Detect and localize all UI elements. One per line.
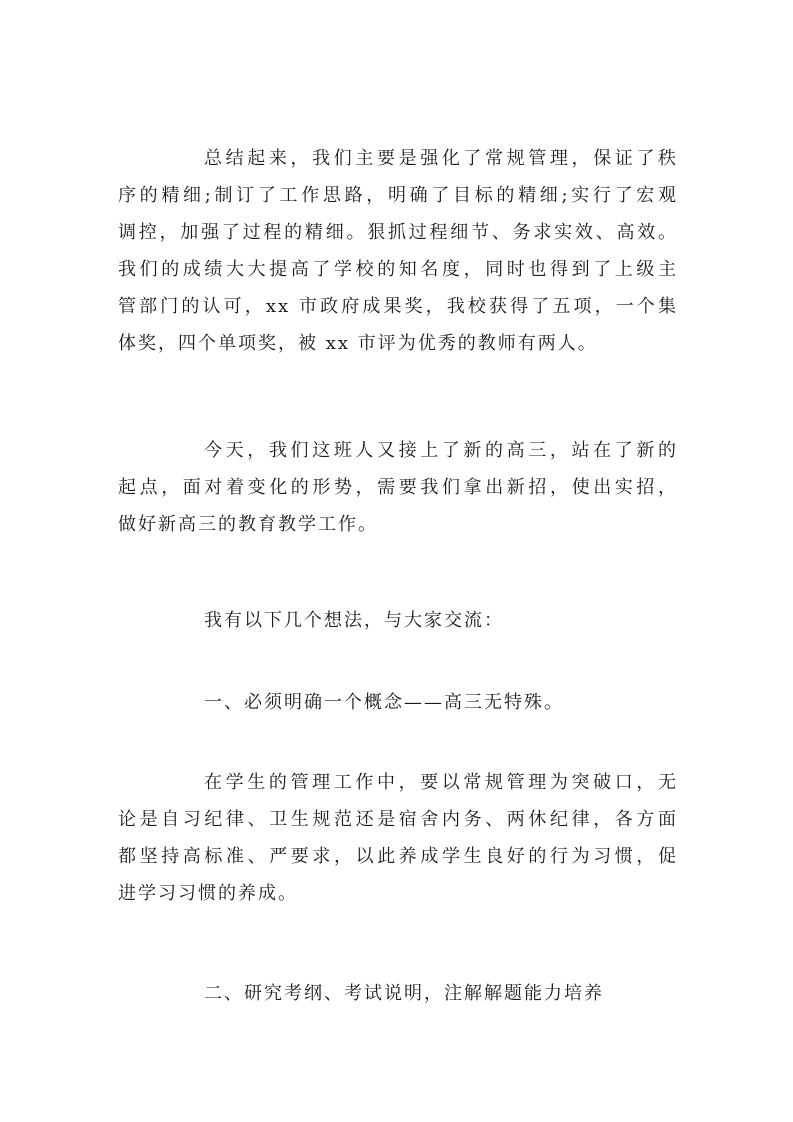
- paragraph-line: 体奖，四个单项奖，被 xx 市评为优秀的教师有两人。: [118, 333, 598, 354]
- paragraph-new-senior-year: [118, 432, 678, 543]
- paragraph-line: 我们的成绩大大提高了学校的知名度，同时也得到了上级主: [118, 259, 678, 280]
- paragraph-line: 序的精细;制订了工作思路，明确了目标的精细;实行了宏观: [118, 185, 678, 206]
- paragraph-line: 进学习习惯的养成。: [118, 883, 298, 904]
- paragraph-summary: [118, 140, 678, 362]
- paragraph-line: 都坚持高标准、严要求，以此养成学生良好的行为习惯，促: [118, 846, 678, 867]
- paragraph-line: 总结起来，我们主要是强化了常规管理，保证了秩: [204, 148, 678, 169]
- paragraph-student-management: [118, 764, 678, 912]
- section-heading-two: 二、研究考纲、考试说明，注解解题能力培养: [204, 983, 604, 1004]
- paragraph-line: 调控，加强了过程的精细。狠抓过程细节、务求实效、高效。: [118, 222, 678, 243]
- paragraph-intro-ideas: 我有以下几个想法，与大家交流：: [204, 610, 504, 631]
- paragraph-line: 管部门的认可，xx 市政府成果奖，我校获得了五项，一个集: [118, 296, 678, 317]
- section-heading-one: 一、必须明确一个概念——高三无特殊。: [204, 692, 564, 713]
- paragraph-line: 做好新高三的教育教学工作。: [118, 514, 378, 535]
- paragraph-line: 在学生的管理工作中，要以常规管理为突破口，无: [204, 772, 678, 793]
- paragraph-line: 今天，我们这班人又接上了新的高三，站在了新的: [204, 440, 678, 461]
- paragraph-line: 起点，面对着变化的形势，需要我们拿出新招，使出实招，: [118, 477, 678, 498]
- paragraph-line: 论是自习纪律、卫生规范还是宿舍内务、两休纪律，各方面: [118, 809, 678, 830]
